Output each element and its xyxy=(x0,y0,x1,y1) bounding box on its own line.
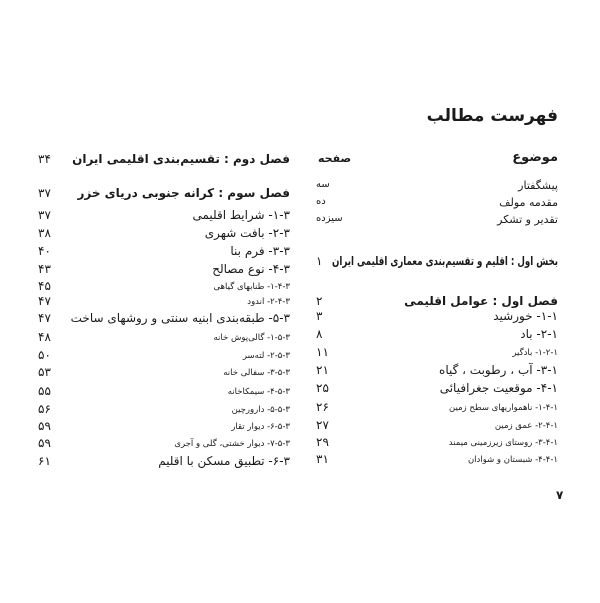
toc-entry-title: ۶-۵-۳- دیوار تقار xyxy=(231,422,290,432)
toc-entry-title: ۴-۳- نوع مصالح xyxy=(212,262,290,276)
toc-entry-page: ۵۶ xyxy=(38,402,51,416)
toc-entry-title: ۵-۳- طبقه‌بندی ابنیه سنتی و روشهای ساخت xyxy=(70,311,290,325)
toc-entry-page: ۵۳ xyxy=(38,365,51,379)
toc-entry-page: ۱۱ xyxy=(316,345,329,359)
toc-entry-page: ۲۹ xyxy=(316,435,329,449)
toc-entry-title: مقدمه مولف xyxy=(499,196,558,209)
toc-entry-page: ۳۸ xyxy=(38,226,51,240)
toc-entry xyxy=(38,152,290,170)
toc-entry-page: ۴۰ xyxy=(38,244,51,258)
toc-entry xyxy=(38,311,290,329)
toc-entry-title: ۳-۴-۱- روستای زیرزمینی میمند xyxy=(448,438,558,448)
toc-entry-title: ۴-۵-۳- سیمکاخانه xyxy=(227,387,290,397)
toc-entry xyxy=(316,309,558,327)
toc-entry-title: ۲-۳- بافت شهری xyxy=(204,226,290,240)
toc-entry xyxy=(38,454,290,472)
toc-entry xyxy=(316,196,558,214)
toc-entry xyxy=(38,330,290,348)
toc-entry-title: ۲-۱- باد xyxy=(520,327,558,341)
toc-entry-title: ۶-۳- تطبیق مسکن با اقلیم xyxy=(158,454,290,468)
toc-entry-page: سیزده xyxy=(316,213,343,224)
header-page: صفحه xyxy=(318,152,352,165)
toc-entry xyxy=(38,419,290,437)
toc-entry-page: ۵۹ xyxy=(38,436,51,450)
toc-entry-title: ۱-۲-۱- بادگیر xyxy=(512,348,558,358)
toc-entry-title: ۵-۵-۳- دارورچین xyxy=(231,405,290,415)
toc-entry xyxy=(316,381,558,399)
toc-entry xyxy=(38,436,290,454)
toc-entry-page: ۴۳ xyxy=(38,262,51,276)
toc-entry-title: فصل اول : عوامل اقلیمی xyxy=(404,294,558,308)
toc-entry-title: ۴-۴-۱- شبستان و شوادان xyxy=(467,455,558,465)
toc-entry xyxy=(316,418,558,436)
toc-entry-page: ۳ xyxy=(316,309,323,323)
toc-entry xyxy=(38,384,290,402)
toc-entry xyxy=(316,452,558,470)
toc-entry-title: ۲-۵-۳- لته‌سر xyxy=(242,351,290,361)
toc-entry-page: ۲۱ xyxy=(316,363,329,377)
toc-entry-page: ۳۴ xyxy=(38,152,51,166)
toc-entry-title: ۳-۳- فرم بنا xyxy=(230,244,290,258)
toc-entry-title: ۴-۱- موقعیت جغرافیائی xyxy=(439,381,558,395)
toc-entry-title: ۲-۴-۱- عمق زمین xyxy=(494,421,558,431)
toc-entry-title: ۱-۱- خورشید xyxy=(493,309,558,323)
toc-entry xyxy=(316,363,558,381)
toc-entry xyxy=(38,244,290,262)
toc-entry-page: ۵۰ xyxy=(38,348,51,362)
toc-entry-page: ۴۷ xyxy=(38,311,51,325)
toc-entry-title: ۲-۴-۳- اندود xyxy=(247,297,290,307)
toc-entry xyxy=(316,179,558,197)
toc-entry-page: ۲ xyxy=(316,294,323,308)
toc-entry-title: تقدیر و تشکر xyxy=(497,213,558,226)
toc-entry xyxy=(316,213,558,231)
toc-entry-title: ۷-۵-۳- دیوار خشتی، گلی و آجری xyxy=(174,439,290,449)
toc-entry-title: ۱-۴-۱- ناهمواریهای سطح زمین xyxy=(448,403,558,413)
toc-entry xyxy=(38,402,290,420)
header-subject: موضوع xyxy=(512,150,558,165)
page-number: ۷ xyxy=(556,488,564,502)
toc-entry-page: ۴۷ xyxy=(38,294,51,308)
toc-entry xyxy=(38,348,290,366)
toc-entry-page: ۳۱ xyxy=(316,452,329,466)
toc-entry xyxy=(316,345,558,363)
toc-entry-title: ۳-۵-۳- سفالی خانه xyxy=(223,368,290,378)
toc-entry-title: ۱-۴-۳- طنابهای گیاهی xyxy=(213,282,290,292)
toc-entry-title: بخش اول : اقلیم و تقسیم‌بندی معماری اقلیمی ایران xyxy=(332,254,558,268)
toc-entry xyxy=(316,254,558,272)
toc-entry xyxy=(316,400,558,418)
toc-entry-title: ۳-۱- آب ، رطوبت ، گیاه xyxy=(439,363,558,377)
toc-entry-page: ده xyxy=(316,196,326,207)
toc-entry-page: ۳۷ xyxy=(38,186,51,200)
toc-entry-title: ۱-۳- شرایط اقلیمی xyxy=(192,208,290,222)
toc-entry xyxy=(316,327,558,345)
toc-entry-page: ۵۵ xyxy=(38,384,51,398)
toc-entry xyxy=(38,186,290,204)
toc-entry-page: ۸ xyxy=(316,327,323,341)
toc-entry-page: سه xyxy=(316,179,330,190)
toc-entry-page: ۴۸ xyxy=(38,330,51,344)
toc-entry xyxy=(38,262,290,280)
toc-entry xyxy=(316,435,558,453)
toc-entry-page: ۴۵ xyxy=(38,279,51,293)
toc-entry xyxy=(38,226,290,244)
toc-entry-page: ۲۵ xyxy=(316,381,329,395)
toc-entry-title: پیشگفتار xyxy=(518,179,558,192)
toc-entry-page: ۵۹ xyxy=(38,419,51,433)
toc-entry-page: ۱ xyxy=(316,254,323,268)
toc-entry-page: ۲۶ xyxy=(316,400,329,414)
page-title: فهرست مطالب xyxy=(426,106,558,126)
toc-entry-title: ۱-۵-۳- گالی‌پوش خانه xyxy=(213,333,290,343)
toc-entry-page: ۶۱ xyxy=(38,454,51,468)
toc-entry-page: ۲۷ xyxy=(316,418,329,432)
toc-entry xyxy=(38,365,290,383)
toc-entry xyxy=(38,208,290,226)
toc-entry-page: ۳۷ xyxy=(38,208,51,222)
toc-entry-title: فصل دوم : تقسیم‌بندی اقلیمی ایران xyxy=(72,152,290,166)
toc-entry xyxy=(38,294,290,312)
toc-entry-title: فصل سوم : کرانه جنوبی دریای خزر xyxy=(77,186,290,200)
